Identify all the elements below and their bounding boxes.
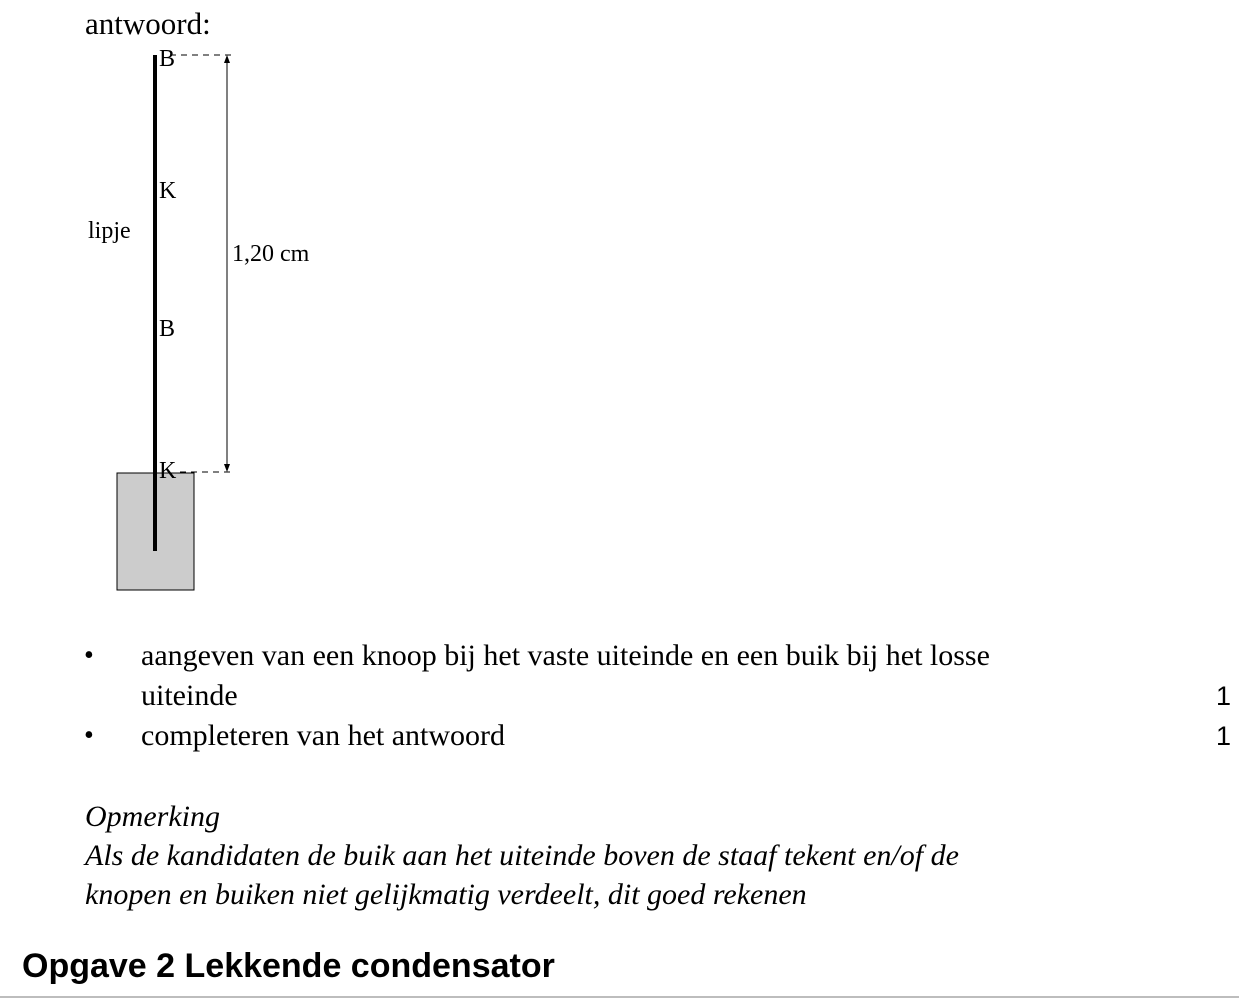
remark-line: Als de kandidaten de buik aan het uiteinde boven de staaf tekent en/of de	[85, 839, 959, 872]
criterion-line: uiteinde	[141, 679, 238, 712]
remark-block	[85, 797, 959, 914]
answer-intro-label: antwoord:	[85, 6, 211, 41]
criterion-line: aangeven van een knoop bij het vaste uiteinde en een buik bij het losse	[141, 639, 990, 672]
remark-line: knopen en buiken niet gelijkmatig verdeelt, dit goed rekenen	[85, 878, 807, 911]
criterion-score: 1	[1215, 721, 1231, 751]
marker-node-bottom: K	[159, 458, 177, 484]
dimension-label: 1,20 cm	[232, 241, 310, 267]
criterion-line: completeren van het antwoord	[141, 719, 506, 752]
marker-node-upper: K	[159, 178, 177, 204]
marker-belly-top: B	[159, 46, 176, 72]
side-label: lipje	[88, 218, 131, 244]
remark-title: Opmerking	[85, 800, 220, 833]
criterion-score: 1	[1215, 681, 1231, 711]
bullet: •	[84, 640, 94, 671]
page-divider	[0, 996, 1239, 998]
section-heading: Opgave 2 Lekkende condensator	[22, 947, 555, 985]
marker-belly-lower: B	[159, 316, 176, 342]
bullet: •	[84, 720, 94, 751]
criterion-item	[0, 636, 1239, 716]
criterion-item	[0, 716, 1239, 756]
